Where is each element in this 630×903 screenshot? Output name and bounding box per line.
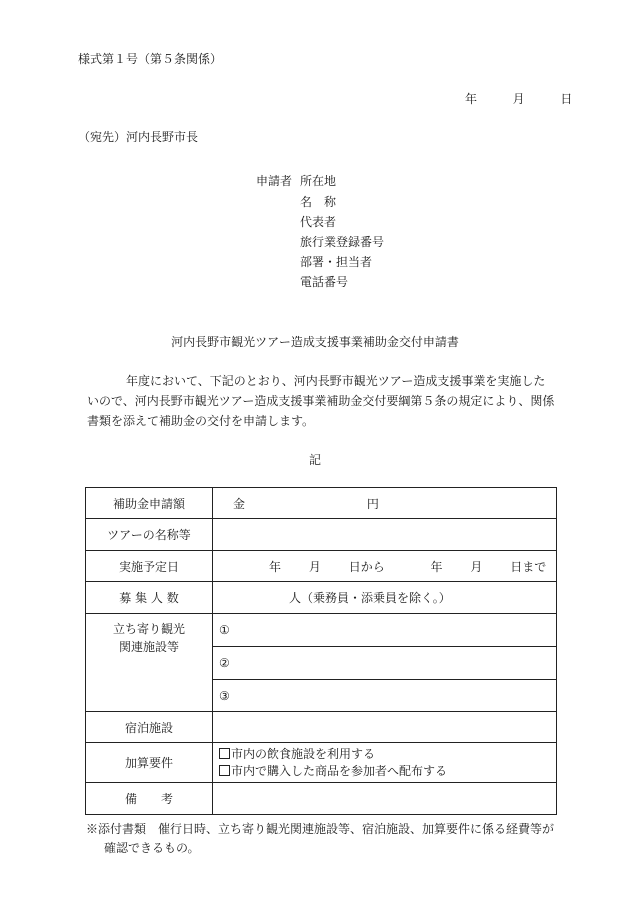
stopover-number-3: ③ [219, 688, 230, 703]
extra-option-1-label: 市内の飲食施設を利用する [231, 746, 376, 761]
application-table [85, 487, 557, 815]
table-row-lodging [86, 712, 557, 743]
applicant-label: 申請者 [256, 174, 293, 188]
amount-label: 補助金申請額 [86, 488, 213, 519]
schedule-field[interactable] [213, 551, 557, 582]
stopover-field-2[interactable] [213, 647, 557, 680]
amount-field[interactable] [213, 488, 557, 519]
remarks-field[interactable] [213, 783, 557, 815]
extra-option-2-label: 市内で購入した商品を参加者へ配布する [231, 763, 448, 778]
addressee: （宛先）河内長野市長 [78, 130, 199, 144]
extra-option-1[interactable] [219, 746, 550, 763]
body-line-2: いので、河内長野市観光ツアー造成支援事業補助金交付要綱第５条の規定により、関係 [87, 394, 555, 408]
schedule-from-day: 日から [348, 559, 385, 574]
body-line-1: 年度において、下記のとおり、河内長野市観光ツアー造成支援事業を実施した [126, 374, 546, 388]
document-title: 河内長野市観光ツアー造成支援事業補助金交付申請書 [171, 335, 459, 349]
stopover-number-2: ② [219, 656, 230, 670]
extra-option-2[interactable] [219, 763, 550, 780]
attachments-line-1: ※添付書類 催行日時、立ち寄り観光関連施設等、宿泊施設、加算要件に係る経費等が [86, 822, 555, 836]
recruit-field[interactable] [213, 582, 557, 614]
applicant-address-label: 所在地 [300, 174, 337, 188]
ki-heading: 記 [308, 453, 321, 467]
schedule-to-day: 日まで [510, 559, 547, 574]
form-number: 様式第１号（第５条関係） [78, 52, 223, 66]
schedule-label: 実施予定日 [86, 551, 213, 582]
date-year: 年 [465, 92, 478, 106]
schedule-to-month: 月 [470, 559, 483, 574]
stopover-field-3[interactable] [213, 680, 557, 712]
schedule-from-year: 年 [269, 559, 282, 574]
applicant-name-label: 名 称 [300, 195, 337, 209]
date-month: 月 [512, 92, 525, 106]
lodging-field[interactable] [213, 712, 557, 743]
table-row-stopover-1 [86, 614, 557, 647]
checkbox-icon[interactable] [219, 748, 230, 759]
tour-name-label: ツアーの名称等 [86, 519, 213, 551]
body-paragraph [87, 371, 557, 431]
table-row-tour-name [86, 519, 557, 551]
table-row-schedule [86, 551, 557, 582]
stopover-field-1[interactable] [213, 614, 557, 647]
body-line-3: 書類を添えて補助金の交付を申請します。 [87, 414, 315, 428]
date-day: 日 [560, 92, 573, 106]
applicant-department-label: 部署・担当者 [300, 255, 373, 269]
checkbox-icon[interactable] [219, 765, 230, 776]
tour-name-field[interactable] [213, 519, 557, 551]
table-row-remarks [86, 783, 557, 815]
table-row-recruit [86, 582, 557, 614]
date-line [465, 90, 572, 107]
schedule-from-month: 月 [308, 559, 321, 574]
schedule-to-year: 年 [430, 559, 443, 574]
table-row-extra [86, 743, 557, 783]
extra-requirements-label: 加算要件 [86, 743, 213, 783]
applicant-representative-label: 代表者 [300, 215, 337, 229]
applicant-registration-label: 旅行業登録番号 [300, 235, 385, 249]
lodging-label: 宿泊施設 [86, 712, 213, 743]
attachments-note [86, 820, 554, 858]
remarks-label: 備 考 [86, 783, 213, 815]
attachments-line-2: 確認できるもの。 [104, 841, 200, 855]
applicant-phone-label: 電話番号 [300, 275, 349, 289]
stopover-label-line-2: 関連施設等 [118, 640, 179, 654]
stopover-label-line-1: 立ち寄り観光 [112, 622, 185, 636]
amount-unit: 円 [366, 496, 379, 511]
stopover-label [86, 614, 213, 712]
amount-prefix: 金 [233, 496, 246, 511]
table-row-amount [86, 488, 557, 519]
stopover-number-1: ① [219, 623, 230, 637]
recruit-value: 人（乗務員・添乗員を除く。） [289, 591, 451, 605]
recruit-label: 募 集 人 数 [86, 582, 213, 614]
extra-requirements-field [213, 743, 557, 783]
